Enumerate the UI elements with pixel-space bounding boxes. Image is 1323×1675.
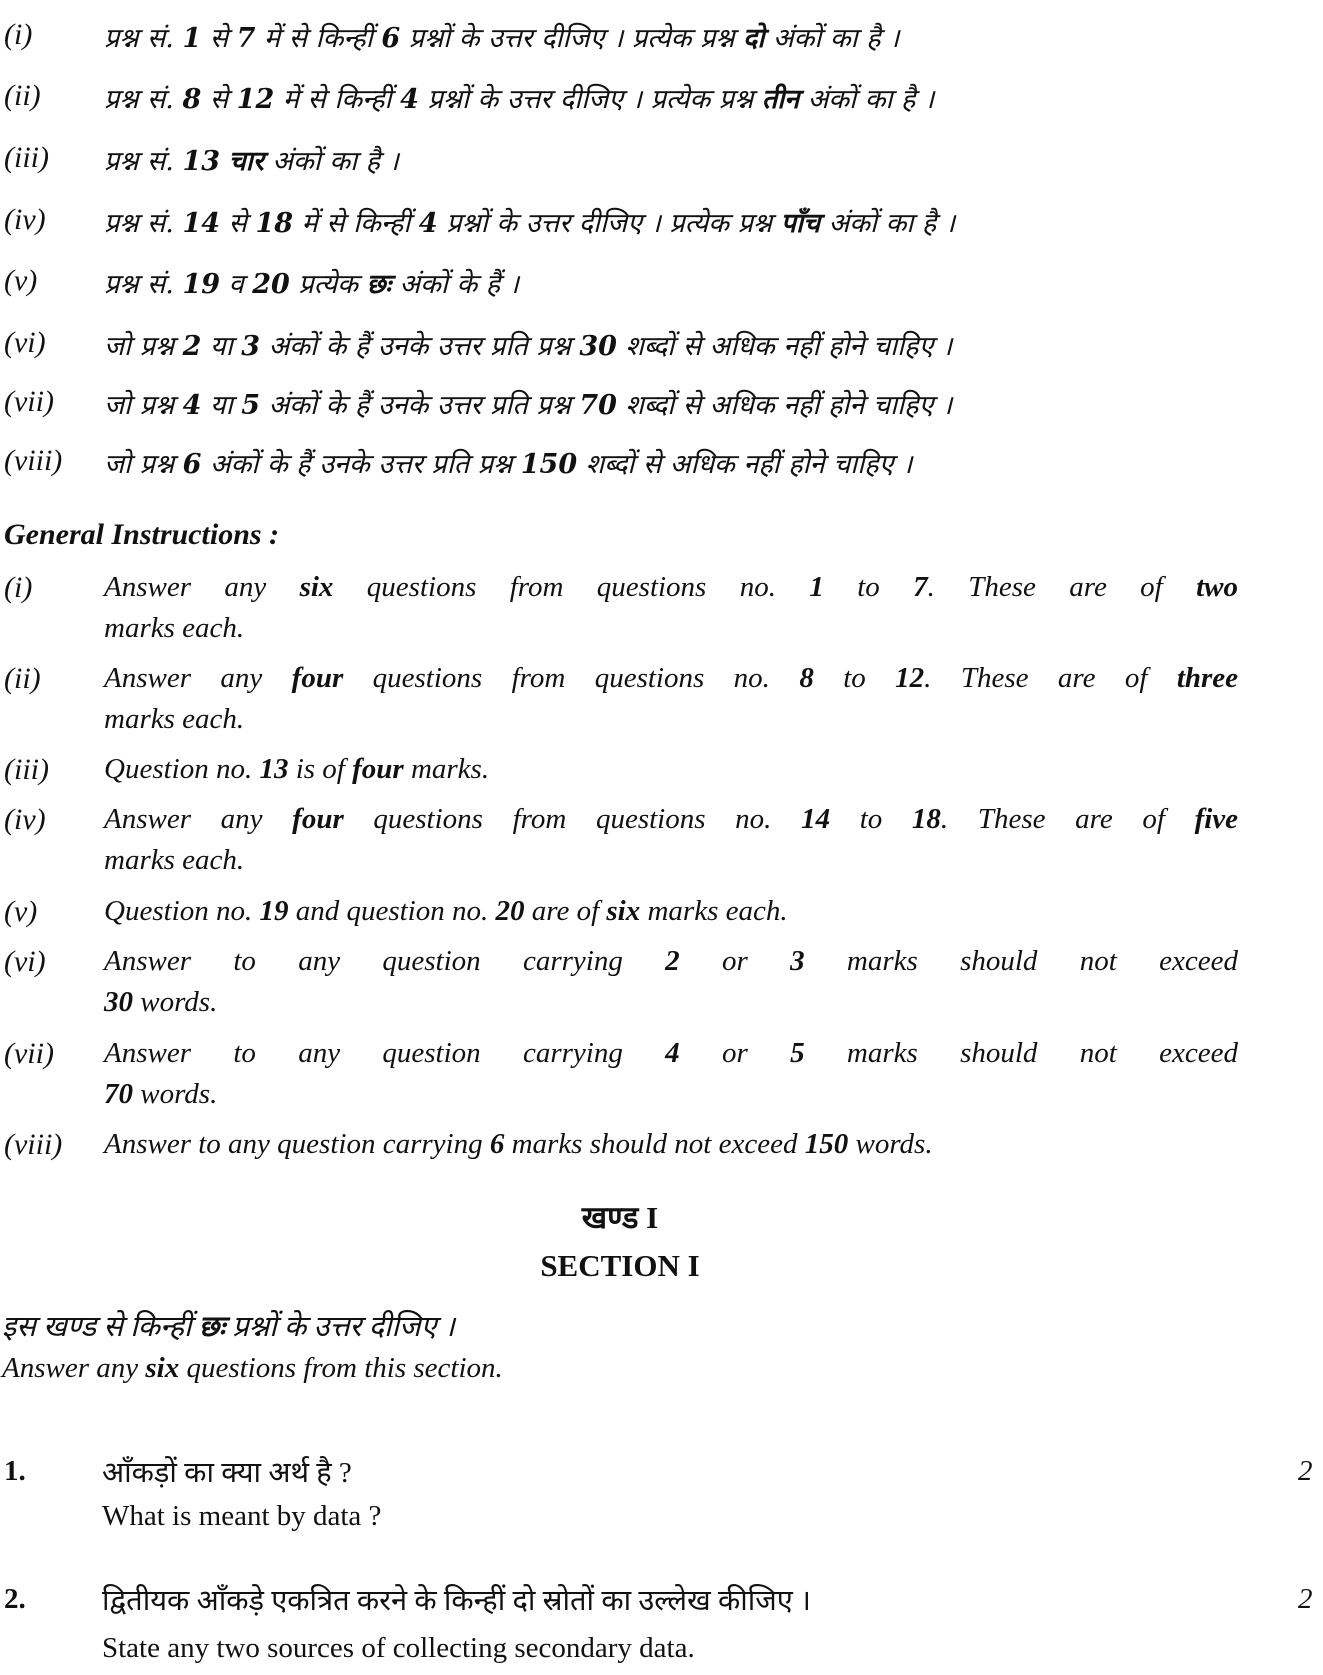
bold-text: दो: [743, 23, 765, 54]
bold-text: चार: [228, 146, 264, 177]
text-segment: questions from questions no.: [333, 571, 810, 603]
text-segment: में से किन्हीं: [293, 208, 419, 239]
item-label: (iii): [4, 141, 49, 174]
item-label: (v): [4, 264, 38, 297]
bold-text: 12: [236, 84, 275, 115]
text-segment: प्रश्नों के उत्तर दीजिए । प्रत्येक प्रश्न: [437, 208, 781, 239]
text-segment: जो प्रश्न: [104, 390, 183, 421]
item-label: (iv): [4, 803, 46, 836]
text-line: [104, 891, 1238, 932]
bold-text: 3: [241, 331, 261, 362]
item-text: [104, 79, 1238, 116]
bold-text: 2: [665, 945, 680, 977]
text-segment: marks each.: [104, 612, 245, 644]
text-line: [104, 1074, 1238, 1115]
text-segment: प्रश्नों के उत्तर दीजिए । प्रत्येक प्रश्न: [400, 23, 744, 54]
bold-text: 8: [799, 662, 814, 694]
text-segment: व: [220, 269, 253, 300]
bold-text: 19: [259, 895, 289, 927]
item-label: (viii): [4, 1128, 63, 1161]
text-segment: or: [679, 1037, 791, 1069]
item-label: (viii): [4, 444, 63, 477]
text-segment: अंकों का है ।: [799, 84, 935, 115]
text-line: [104, 799, 1238, 840]
question-marks: 2: [1298, 1583, 1313, 1615]
text-line: [104, 941, 1238, 982]
text-segment: questions from this section.: [179, 1352, 503, 1384]
text-segment: . These are of: [940, 803, 1195, 835]
text-segment: प्रश्न सं.: [104, 23, 183, 54]
text-segment: are of: [524, 895, 607, 927]
item-text: [104, 1124, 1238, 1165]
bold-text: four: [291, 662, 344, 694]
bold-text: 150: [520, 449, 578, 480]
bold-text: six: [606, 895, 641, 927]
item-text: [104, 141, 1238, 178]
question-number: 1.: [4, 1455, 26, 1487]
text-segment: marks each.: [640, 895, 788, 927]
item-text: [104, 567, 1238, 649]
item-label: (vi): [4, 326, 46, 359]
item-label: (i): [4, 571, 33, 604]
item-text: [104, 326, 1238, 363]
bold-text: 14: [801, 803, 831, 835]
text-segment: अंकों का है ।: [263, 146, 399, 177]
bold-text: 1: [182, 23, 202, 54]
text-line: [104, 749, 1238, 790]
text-segment: questions from questions no.: [343, 803, 802, 835]
text-segment: शब्दों से अधिक नहीं होने चाहिए ।: [616, 390, 953, 421]
item-label: (ii): [4, 79, 41, 112]
text-segment: अंकों के हैं ।: [390, 269, 519, 300]
bold-text: 6: [182, 449, 202, 480]
bold-text: two: [1196, 571, 1239, 603]
text-line: [104, 699, 1238, 740]
text-segment: अंकों के हैं उनके उत्तर प्रति प्रश्न: [260, 390, 580, 421]
question-text-hindi: आँकड़ों का क्या अर्थ है ?: [102, 1457, 352, 1489]
item-text: [104, 1033, 1238, 1115]
bold-text: 7: [236, 23, 256, 54]
item-label: (v): [4, 895, 38, 928]
item-text: [104, 749, 1238, 790]
bold-text: 13: [259, 753, 289, 785]
text-segment: marks.: [403, 753, 490, 785]
text-segment: प्रश्न सं.: [104, 84, 183, 115]
bold-text: four: [292, 803, 344, 835]
text-segment: to: [813, 662, 896, 694]
section-title-hindi: खण्ड I: [581, 1200, 659, 1235]
item-label: (i): [4, 18, 33, 51]
question-text-english: State any two sources of collecting secondary data.: [102, 1632, 695, 1664]
item-text: [104, 385, 1238, 422]
bold-text: 5: [790, 1037, 805, 1069]
text-segment: अंकों के हैं उनके उत्तर प्रति प्रश्न: [201, 449, 521, 480]
bold-text: 14: [182, 208, 221, 239]
text-segment: words.: [848, 1128, 933, 1160]
item-text: [104, 799, 1238, 881]
text-segment: शब्दों से अधिक नहीं होने चाहिए ।: [577, 449, 913, 480]
text-segment: Answer any: [104, 803, 293, 835]
text-segment: प्रश्नों के उत्तर दीजिए ।: [225, 1311, 455, 1343]
text-segment: अंकों का है ।: [820, 208, 956, 239]
text-segment: से: [220, 208, 256, 239]
question-text-hindi: द्वितीयक आँकड़े एकत्रित करने के किन्हीं दो स्रोतों का उल्लेख कीजिए ।: [102, 1585, 812, 1617]
section-instruction-hindi: [2, 1306, 455, 1345]
item-label: (vii): [4, 1037, 54, 1070]
text-segment: Answer any: [104, 571, 300, 603]
bold-text: 30: [104, 986, 133, 1018]
bold-text: पाँच: [780, 208, 821, 239]
text-segment: marks should not exceed: [504, 1128, 805, 1160]
bold-text: six: [299, 571, 334, 603]
text-segment: प्रत्येक: [289, 269, 367, 300]
text-segment: या: [201, 331, 242, 362]
item-label: (iii): [4, 753, 49, 786]
bold-text: four: [352, 753, 404, 785]
bold-text: 1: [809, 571, 824, 603]
bold-text: तीन: [761, 84, 800, 115]
text-line: [104, 840, 1238, 881]
text-segment: शब्दों से अधिक नहीं होने चाहिए ।: [616, 331, 953, 362]
text-segment: [220, 146, 229, 177]
text-segment: questions from questions no.: [343, 662, 800, 694]
text-segment: marks each.: [104, 844, 245, 876]
bold-text: 6: [381, 23, 401, 54]
bold-text: three: [1176, 662, 1239, 694]
question-marks: 2: [1298, 1455, 1313, 1487]
text-segment: Answer any: [104, 662, 292, 694]
bold-text: 4: [400, 84, 419, 115]
bold-text: 2: [182, 331, 202, 362]
text-segment: marks should not exceed: [804, 1037, 1238, 1069]
text-segment: से: [201, 84, 237, 115]
text-segment: में से किन्हीं: [274, 84, 401, 115]
text-segment: प्रश्न सं.: [104, 208, 183, 239]
text-segment: Answer to any question carrying: [104, 945, 666, 977]
text-segment: marks each.: [104, 703, 245, 735]
bold-text: six: [145, 1352, 180, 1384]
bold-text: 4: [182, 390, 202, 421]
text-line: [104, 1033, 1238, 1074]
bold-text: 3: [790, 945, 805, 977]
text-line: [104, 658, 1238, 699]
bold-text: छः: [198, 1311, 226, 1343]
text-segment: में से किन्हीं: [255, 23, 382, 54]
text-segment: Question no.: [104, 895, 260, 927]
text-segment: . These are of: [927, 571, 1197, 603]
bold-text: 4: [665, 1037, 680, 1069]
text-segment: प्रश्न सं.: [104, 269, 183, 300]
text-segment: marks should not exceed: [804, 945, 1238, 977]
item-text: [104, 444, 1238, 481]
bold-text: 30: [579, 331, 617, 362]
text-segment: से: [201, 23, 237, 54]
item-text: [104, 203, 1238, 240]
item-text: [104, 264, 1238, 301]
text-segment: words.: [133, 1078, 218, 1110]
bold-text: 5: [241, 390, 261, 421]
text-segment: Answer to any question carrying: [104, 1128, 490, 1160]
bold-text: 7: [913, 571, 928, 603]
bold-text: 4: [418, 208, 438, 239]
bold-text: 70: [104, 1078, 133, 1110]
bold-text: 18: [911, 803, 941, 835]
text-segment: जो प्रश्न: [104, 331, 183, 362]
text-segment: is of: [288, 753, 353, 785]
bold-text: 70: [579, 390, 617, 421]
question-number: 2.: [4, 1583, 26, 1615]
text-segment: Answer any: [2, 1352, 146, 1384]
text-segment: इस खण्ड से किन्हीं: [2, 1311, 199, 1343]
item-label: (vii): [4, 385, 54, 418]
item-text: [104, 18, 1238, 55]
item-text: [104, 658, 1238, 740]
bold-text: छः: [366, 269, 391, 300]
text-segment: जो प्रश्न: [104, 449, 183, 480]
bold-text: 20: [252, 269, 290, 300]
bold-text: 19: [182, 269, 221, 300]
text-segment: प्रश्न सं.: [104, 146, 183, 177]
text-segment: अंकों के हैं उनके उत्तर प्रति प्रश्न: [260, 331, 580, 362]
item-text: [104, 891, 1238, 932]
text-line: [104, 608, 1238, 649]
bold-text: five: [1194, 803, 1239, 835]
item-label: (iv): [4, 203, 46, 236]
text-segment: words.: [133, 986, 218, 1018]
item-label: (ii): [4, 662, 41, 695]
text-segment: to: [823, 571, 914, 603]
text-line: [104, 567, 1238, 608]
text-segment: प्रश्नों के उत्तर दीजिए । प्रत्येक प्रश्न: [418, 84, 762, 115]
bold-text: 6: [489, 1128, 505, 1160]
bold-text: 13: [182, 146, 221, 177]
text-segment: or: [679, 945, 791, 977]
section-instruction-english: [2, 1352, 503, 1385]
text-line: [104, 1124, 1238, 1165]
general-instructions-heading: General Instructions :: [4, 518, 280, 551]
bold-text: 12: [895, 662, 925, 694]
section-title-english: SECTION I: [540, 1248, 700, 1283]
bold-text: 8: [182, 84, 202, 115]
item-label: (vi): [4, 945, 46, 978]
question-text-english: What is meant by data ?: [102, 1500, 382, 1532]
text-segment: या: [201, 390, 242, 421]
text-segment: अंकों का है ।: [764, 23, 900, 54]
text-segment: Question no.: [104, 753, 260, 785]
bold-text: 18: [255, 208, 294, 239]
text-segment: and question no.: [288, 895, 496, 927]
text-segment: to: [830, 803, 912, 835]
text-line: [104, 982, 1238, 1023]
text-segment: . These are of: [924, 662, 1177, 694]
bold-text: 20: [495, 895, 525, 927]
item-text: [104, 941, 1238, 1023]
text-segment: Answer to any question carrying: [104, 1037, 666, 1069]
bold-text: 150: [804, 1128, 849, 1160]
